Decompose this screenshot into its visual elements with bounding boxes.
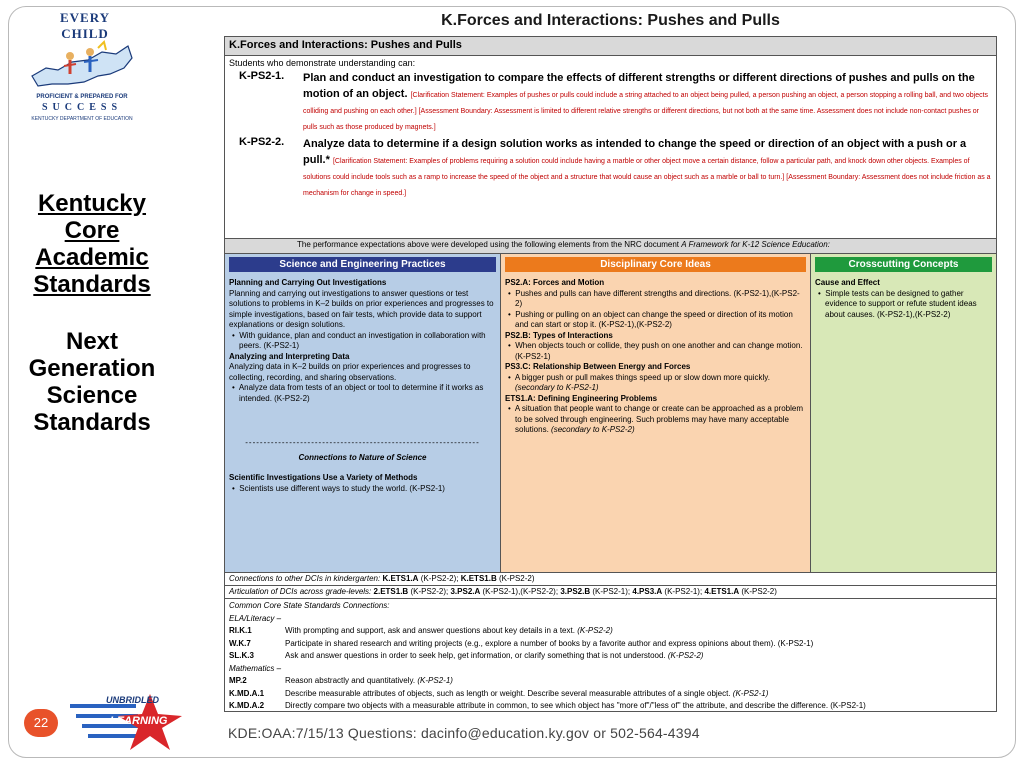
standard-code: RI.K.1 bbox=[229, 626, 252, 635]
footer-contact: KDE:OAA:7/15/13 Questions: dacinfo@education.ky.gov or 502-564-4394 bbox=[228, 725, 700, 741]
kcas-title: Kentucky Core Academic Standards bbox=[33, 190, 151, 298]
dci-code: K.ETS1.B bbox=[460, 574, 497, 583]
ccss-standard bbox=[229, 688, 992, 701]
pe-text: Analyze data to determine if a design solution works as intended to change the speed or direction of an object with a push or a pull.* bbox=[303, 138, 967, 166]
ccc-heading: Cause and Effect bbox=[815, 278, 880, 287]
nrc-text: The performance expectations above were developed using the following elements from the NRC document bbox=[297, 240, 679, 249]
dci-secondary: (secondary to K-PS2-1) bbox=[515, 383, 599, 392]
dci-ref: (K-PS2-2) bbox=[741, 587, 777, 596]
articulation-row bbox=[225, 586, 996, 599]
pe-code: K-PS2-1. bbox=[239, 70, 285, 82]
dci-code: 3.PS2.B bbox=[560, 587, 591, 596]
sep-heading: Scientific Investigations Use a Variety of Methods bbox=[229, 473, 418, 482]
sep-paragraph: Analyzing data in K–2 builds on prior experiences and progresses to collecting, recording, and sharing observations. bbox=[229, 362, 471, 382]
standard-code: MP.2 bbox=[229, 676, 247, 685]
dci-heading: PS2.A: Forces and Motion bbox=[505, 278, 605, 287]
pe-text: Plan and conduct an investigation to compare the effects of different strengths or different directions of pushes and pulls on the motion of an object. bbox=[303, 72, 975, 100]
unbridled-text: UNBRIDLED bbox=[106, 695, 159, 705]
pe-k-ps2-1 bbox=[229, 70, 992, 134]
pe-clarification: [Clarification Statement: Examples of pushes or pulls could include a string attached to an object being pulled, a person pushing an object, a person stopping a rolling ball, and two objects colliding and pushing on each other.] [Assessment Boundary: Assessment is limited to different relative strengths or different directions, but not both at the same time. Assessment does not include non-contact pushes or pulls such as those produced by magnets.] bbox=[303, 92, 989, 131]
dci-heading: PS3.C: Relationship Between Energy and Forces bbox=[505, 362, 691, 371]
sep-heading: Analyzing and Interpreting Data bbox=[229, 351, 350, 361]
dci-bullet: • Pushing or pulling on an object can change the speed or direction of its motion and can start or stop it. (K-PS2-1),(K-PS2-2) bbox=[508, 309, 793, 329]
standard-ref: (K-PS2-1) bbox=[732, 688, 769, 698]
dci-ref: (K-PS2-2) bbox=[498, 574, 535, 583]
ccss-ela-label: ELA/Literacy – bbox=[229, 613, 282, 623]
ccss-connections bbox=[225, 599, 996, 712]
standard-text: Describe measurable attributes of objects, such as length or weight. Describe several measurable attributes of a single object. bbox=[285, 688, 731, 698]
standard-ref: (K-PS2-2) bbox=[577, 626, 613, 635]
dci-bullet: • Pushes and pulls can have different strengths and directions. (K-PS2-1),(K-PS2-2) bbox=[508, 288, 800, 308]
ccss-standard bbox=[229, 700, 992, 712]
sep-bullet-text: Scientists use different ways to study the world. (K-PS2-1) bbox=[239, 483, 445, 493]
sep-bullet: • Scientists use different ways to study the world. (K-PS2-1) bbox=[232, 483, 445, 493]
ccss-title: Common Core State Standards Connections: bbox=[229, 601, 390, 610]
standard-text: Ask and answer questions in order to seek help, get information, or clarify something that is not understood. bbox=[285, 651, 666, 660]
learning-text: LEARNING bbox=[110, 715, 168, 727]
sep-header: Science and Engineering Practices bbox=[229, 257, 496, 272]
dci-bullet: • A situation that people want to change or create can be approached as a problem to be solved through engineering. Such problems may have many acceptable solutions. (secondary to K-PS2-2) bbox=[508, 404, 804, 434]
pe-k-ps2-2 bbox=[229, 136, 992, 200]
standard-text: Participate in shared research and writing projects (e.g., explore a number of books by a favorite author and express opinions about them). (K-PS2-1) bbox=[285, 638, 814, 648]
logo-department: KENTUCKY DEPARTMENT OF EDUCATION bbox=[31, 116, 133, 122]
ccss-math-label: Mathematics – bbox=[229, 663, 282, 673]
standard-ref: (K-PS2-2) bbox=[667, 651, 704, 660]
ccss-standard bbox=[229, 675, 992, 688]
dci-column bbox=[501, 254, 811, 572]
dci-bullet-text: A bigger push or pull makes things speed up or slow down more quickly. bbox=[514, 372, 770, 382]
dci-ref: (K-PS2-1),(K-PS2-2); bbox=[482, 587, 559, 596]
dci-heading: PS2.B: Types of Interactions bbox=[505, 330, 613, 340]
dci-heading: ETS1.A: Defining Engineering Problems bbox=[505, 393, 658, 403]
pe-clarification: [Clarification Statement: Examples of problems requiring a solution could include having a marble or other object move a certain distance, follow a particular path, and knock down other objects. Examples of solutions could include tools such as a ramp to increase the speed of the object and a structure that would cause an object such as a marble or ball to turn.] [Assessment Boundary: Assessment does not include friction as a mechanism for change in speed.] bbox=[303, 158, 991, 197]
pe-intro: Students who demonstrate understanding can: bbox=[229, 58, 416, 68]
standard-text: Directly compare two objects with a measurable attribute in common, to see which object has "more of"/"less of" the attribute, and describe the difference. (K-PS2-1) bbox=[285, 701, 866, 710]
standard-ref: (K-PS2-1) bbox=[417, 676, 453, 685]
dci-bullet: • A bigger push or pull makes things speed up or slow down more quickly. (secondary to K-PS2-1) bbox=[508, 372, 770, 392]
pe-code: K-PS2-2. bbox=[239, 136, 285, 148]
standard-code: K.MD.A.1 bbox=[229, 688, 265, 698]
ccc-bullet: • Simple tests can be designed to gather evidence to support or refute student ideas about causes. (K-PS2-1),(K-PS2-2) bbox=[818, 288, 977, 319]
articulation-label: Articulation of DCIs across grade-levels: bbox=[229, 587, 372, 596]
dci-bullet-text: A situation that people want to change or create can be approached as a problem to be solved through engineering. Such problems may have many acceptable solutions. bbox=[514, 404, 804, 434]
sep-paragraph: Planning and carrying out investigations to answer questions or test solutions to problems in K–2 builds on prior experiences and progresses to simple investigations, based on fair tests, which provide data to support explanations or design solutions. bbox=[229, 288, 494, 329]
ccss-standard bbox=[229, 650, 992, 663]
every-child-logo bbox=[22, 6, 142, 124]
dci-ref: (K-PS2-2); bbox=[410, 587, 449, 596]
page-title: K.Forces and Interactions: Pushes and Pulls bbox=[441, 12, 780, 29]
pe-body bbox=[303, 136, 992, 200]
side-title bbox=[8, 190, 176, 436]
ccss-standard bbox=[229, 625, 992, 638]
sep-bullet: • With guidance, plan and conduct an investigation in collaboration with peers. (K-PS2-1) bbox=[232, 330, 486, 350]
dci-code: 3.PS2.A bbox=[450, 587, 481, 596]
connections-nature-of-science: Connections to Nature of Science bbox=[298, 452, 427, 462]
foundation-columns bbox=[225, 254, 996, 573]
divider-dashes: ---------------------------------------------------------------- bbox=[245, 438, 480, 447]
connections-other-dcis bbox=[225, 573, 996, 586]
sep-column bbox=[225, 254, 501, 572]
dci-code: 4.PS3.A bbox=[632, 587, 663, 596]
performance-expectations bbox=[225, 56, 996, 238]
logo-arc-text: EVERY CHILD bbox=[59, 10, 111, 41]
logo-success: SUCCESS bbox=[41, 102, 123, 113]
ccc-bullet-text: Simple tests can be designed to gather evidence to support or refute student ideas about causes. (K-PS2-1),(K-PS2-2) bbox=[825, 288, 977, 319]
dci-bullet-text: Pushes and pulls can have different strengths and directions. (K-PS2-1),(K-PS2-2) bbox=[515, 288, 800, 308]
standard-text: With prompting and support, ask and answer questions about key details in a text. bbox=[285, 626, 575, 635]
sep-bullet: • Analyze data from tests of an object or tool to determine if it works as intended. (K-PS2-2) bbox=[232, 383, 484, 403]
sep-heading: Planning and Carrying Out Investigations bbox=[229, 278, 387, 287]
dci-bullet: • When objects touch or collide, they push on one another and can change motion. (K-PS2-1) bbox=[508, 341, 803, 361]
document-header: K.Forces and Interactions: Pushes and Pulls bbox=[225, 37, 996, 56]
unbridled-learning-logo bbox=[66, 690, 186, 752]
pe-body bbox=[303, 70, 992, 134]
dci-code: 2.ETS1.B bbox=[373, 587, 409, 596]
dci-code: 4.ETS1.A bbox=[704, 587, 740, 596]
nrc-note bbox=[225, 238, 996, 254]
dci-bullet-text: Pushing or pulling on an object can change the speed or direction of its motion and can start or stop it. (K-PS2-1),(K-PS2-2) bbox=[515, 309, 793, 329]
dci-bullet-text: When objects touch or collide, they push on one another and can change motion. (K-PS2-1) bbox=[515, 341, 803, 361]
ngss-title: Next Generation Science Standards bbox=[28, 328, 156, 436]
ccc-column bbox=[811, 254, 996, 572]
ccss-standard bbox=[229, 638, 992, 651]
kentucky-map-icon bbox=[28, 38, 136, 94]
dci-ref: (K-PS2-1); bbox=[664, 587, 703, 596]
dci-secondary: (secondary to K-PS2-2) bbox=[551, 425, 635, 434]
standard-code: W.K.7 bbox=[229, 638, 251, 648]
page-number-badge: 22 bbox=[24, 709, 58, 737]
standard-code: SL.K.3 bbox=[229, 651, 254, 660]
dci-header: Disciplinary Core Ideas bbox=[505, 257, 806, 272]
ccc-header: Crosscutting Concepts bbox=[815, 257, 992, 272]
standards-document bbox=[224, 36, 997, 712]
sep-bullet-text: Analyze data from tests of an object or tool to determine if it works as intended. (K-PS2-2) bbox=[238, 383, 484, 403]
logo-tagline: PROFICIENT & PREPARED FOR bbox=[36, 94, 128, 100]
standard-text: Reason abstractly and quantitatively. bbox=[285, 676, 416, 685]
standard-code: K.MD.A.2 bbox=[229, 701, 265, 710]
dci-code: K.ETS1.A bbox=[382, 574, 419, 583]
dci-ref: (K-PS2-1); bbox=[592, 587, 631, 596]
nrc-document: A Framework for K-12 Science Education: bbox=[681, 240, 830, 249]
sep-bullet-text: With guidance, plan and conduct an investigation in collaboration with peers. (K-PS2-1) bbox=[239, 330, 486, 350]
dci-ref: (K-PS2-2); bbox=[420, 574, 459, 583]
connections-label: Connections to other DCIs in kindergarten: bbox=[229, 574, 381, 583]
